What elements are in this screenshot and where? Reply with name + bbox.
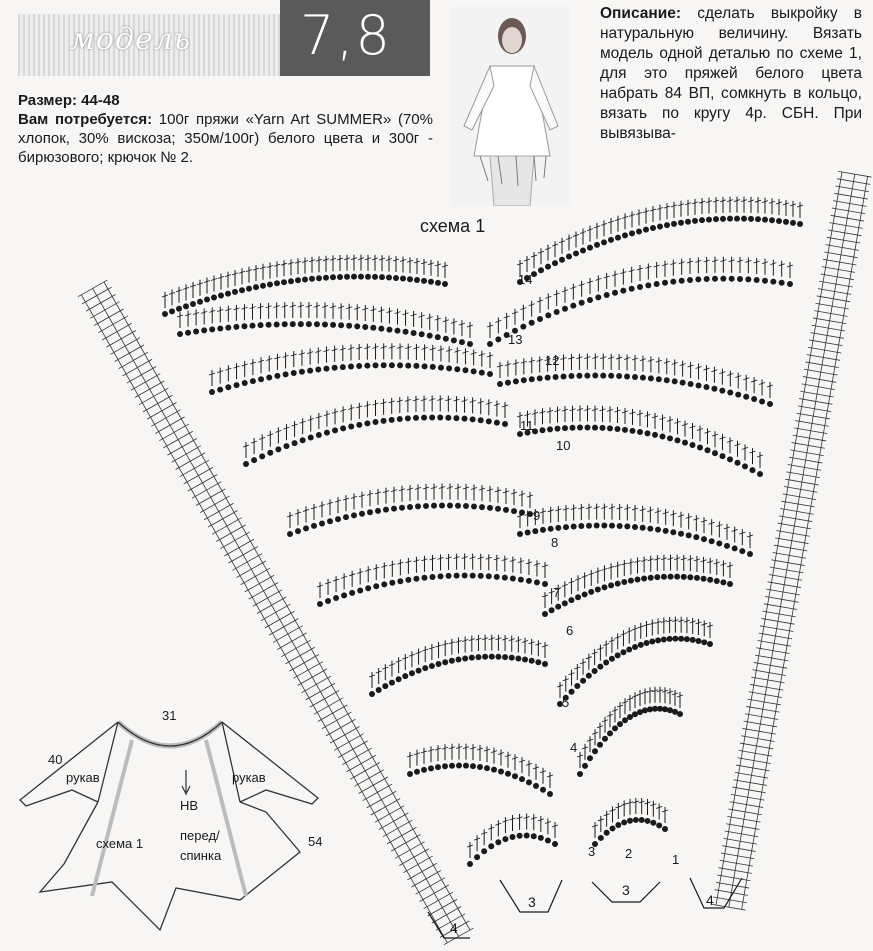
length-measure: 54 <box>308 834 323 849</box>
row-number: 11 <box>520 418 534 433</box>
model-label: модель <box>70 22 192 57</box>
wedge-label: 3 <box>622 882 630 898</box>
row-number: 14 <box>518 272 533 287</box>
row-number: 1 <box>672 852 680 867</box>
row-number: 5 <box>562 695 570 710</box>
materials-body: 100г пряжи «Yarn Art SUMMER» (70% хлопок, 30% вискоза; 350м/100г) белого цвета и 300г - бирюзового; крючок № 2. <box>18 111 433 166</box>
fan-rows <box>162 197 803 867</box>
sleeve-right-label: рукав <box>232 770 266 785</box>
row-number: 10 <box>556 438 571 453</box>
wedge-label: 3 <box>528 894 536 910</box>
row-number: 8 <box>551 535 559 550</box>
row-number: 12 <box>545 353 560 368</box>
front-back-label-2: спинка <box>180 848 222 863</box>
sleeve-measure: 40 <box>48 752 63 767</box>
bottom-wedges <box>428 878 742 938</box>
direction-label: НВ <box>180 798 199 813</box>
neck-measure: 31 <box>162 708 177 723</box>
sleeve-left-label: рукав <box>66 770 100 785</box>
row-number: 9 <box>533 508 541 523</box>
size-line: Размер: 44-48 <box>18 92 120 109</box>
wedge-label: 4 <box>706 892 714 908</box>
wedge-label: 4 <box>450 920 458 936</box>
description-body: сделать выкройку в натуральную величину. Вязать модель одной деталью по схеме 1, для это пряжей белого цвета набрать 84 ВП, сомкнуть в кольцо, вязать по кругу 4р. СБН. При вывязыва- <box>600 5 862 142</box>
wedge-shape <box>428 912 470 938</box>
front-back-label: перед/ <box>180 828 220 843</box>
row-number: 6 <box>566 623 574 638</box>
row-number: 2 <box>625 846 633 861</box>
description-label: Описание: <box>600 5 682 22</box>
row-numbers <box>508 272 679 867</box>
row-number: 13 <box>508 332 523 347</box>
row-number: 4 <box>570 740 578 755</box>
pattern-schematic <box>20 722 318 930</box>
row-number: 7 <box>553 585 561 600</box>
scheme-title: схема 1 <box>420 216 486 236</box>
schematic-center-label: схема 1 <box>96 836 144 851</box>
model-number: 7,8 <box>300 4 392 67</box>
materials-label: Вам потребуется: <box>18 111 153 128</box>
row-number: 3 <box>588 844 596 859</box>
